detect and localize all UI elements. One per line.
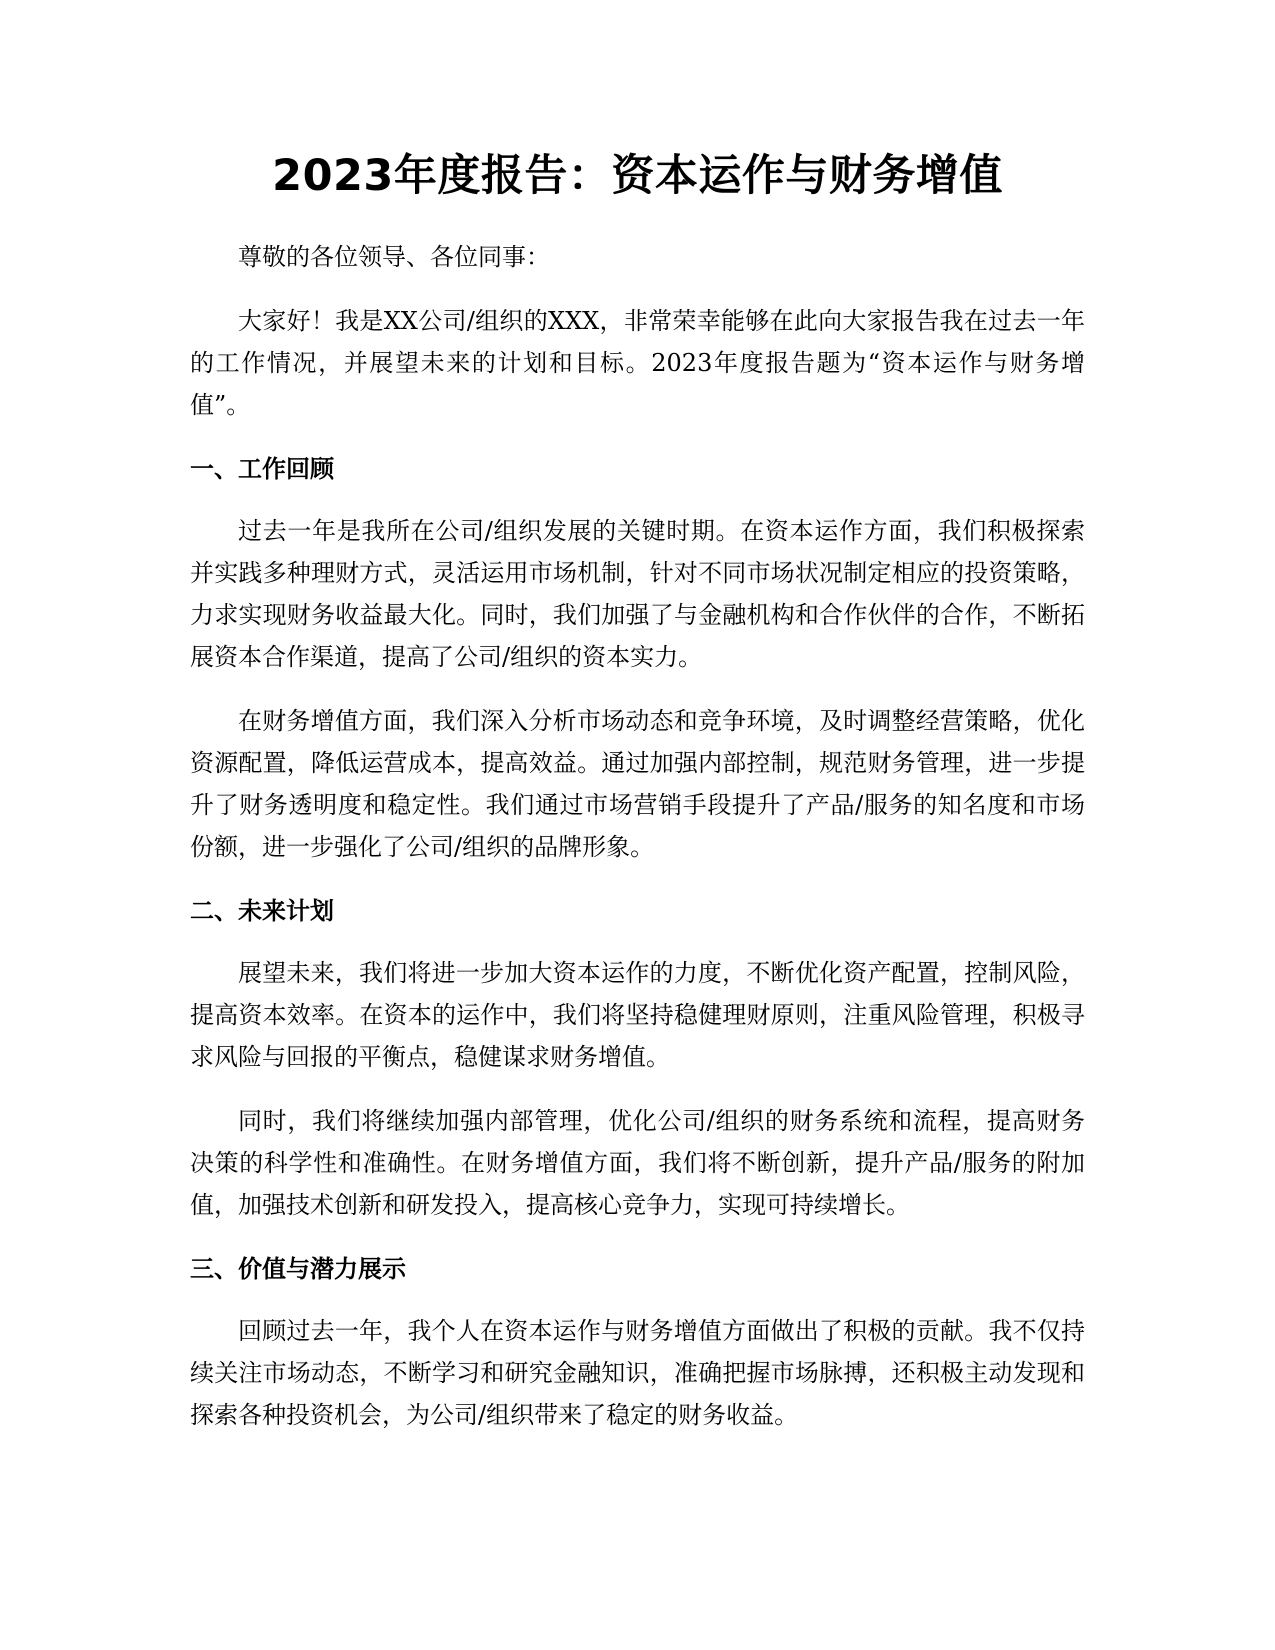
section-heading: 二、未来计划	[190, 897, 334, 925]
salutation: 尊敬的各位领导、各位同事：	[238, 243, 550, 271]
paragraph: 在财务增值方面，我们深入分析市场动态和竞争环境，及时调整经营策略，优化资源配置，降低运营成本，提高效益。通过加强内部控制，规范财务管理，进一步提升了财务透明度和稳定性。我们通过市场营销手段提升了产品/服务的知名度和市场份额，进一步强化了公司/组织的品牌形象。	[190, 707, 1085, 861]
section-future-plan	[190, 890, 1085, 1226]
paragraph: 回顾过去一年，我个人在资本运作与财务增值方面做出了积极的贡献。我不仅持续关注市场动态，不断学习和研究金融知识，准确把握市场脉搏，还积极主动发现和探索各种投资机会，为公司/组织带来了稳定的财务收益。	[190, 1317, 1085, 1429]
section-work-review	[190, 448, 1085, 868]
paragraph: 展望未来，我们将进一步加大资本运作的力度，不断优化资产配置，控制风险，提高资本效率。在资本的运作中，我们将坚持稳健理财原则，注重风险管理，积极寻求风险与回报的平衡点，稳健谋求财务增值。	[190, 959, 1085, 1071]
paragraph: 过去一年是我所在公司/组织发展的关键时期。在资本运作方面，我们积极探索并实践多种理财方式，灵活运用市场机制，针对不同市场状况制定相应的投资策略，力求实现财务收益最大化。同时，我们加强了与金融机构和合作伙伴的合作，不断拓展资本合作渠道，提高了公司/组织的资本实力。	[190, 517, 1085, 671]
section-heading: 一、工作回顾	[190, 455, 334, 483]
section-heading: 三、价值与潜力展示	[190, 1255, 406, 1283]
paragraph: 同时，我们将继续加强内部管理，优化公司/组织的财务系统和流程，提高财务决策的科学性和准确性。在财务增值方面，我们将不断创新，提升产品/服务的附加值，加强技术创新和研发投入，提高核心竞争力，实现可持续增长。	[190, 1107, 1085, 1219]
page-title: 2023年度报告：资本运作与财务增值	[272, 151, 1003, 201]
intro-paragraph: 大家好！我是XX公司/组织的XXX，非常荣幸能够在此向大家报告我在过去一年的工作情况，并展望未来的计划和目标。2023年度报告题为“资本运作与财务增值”。	[190, 307, 1085, 419]
section-value-potential	[190, 1248, 1085, 1436]
